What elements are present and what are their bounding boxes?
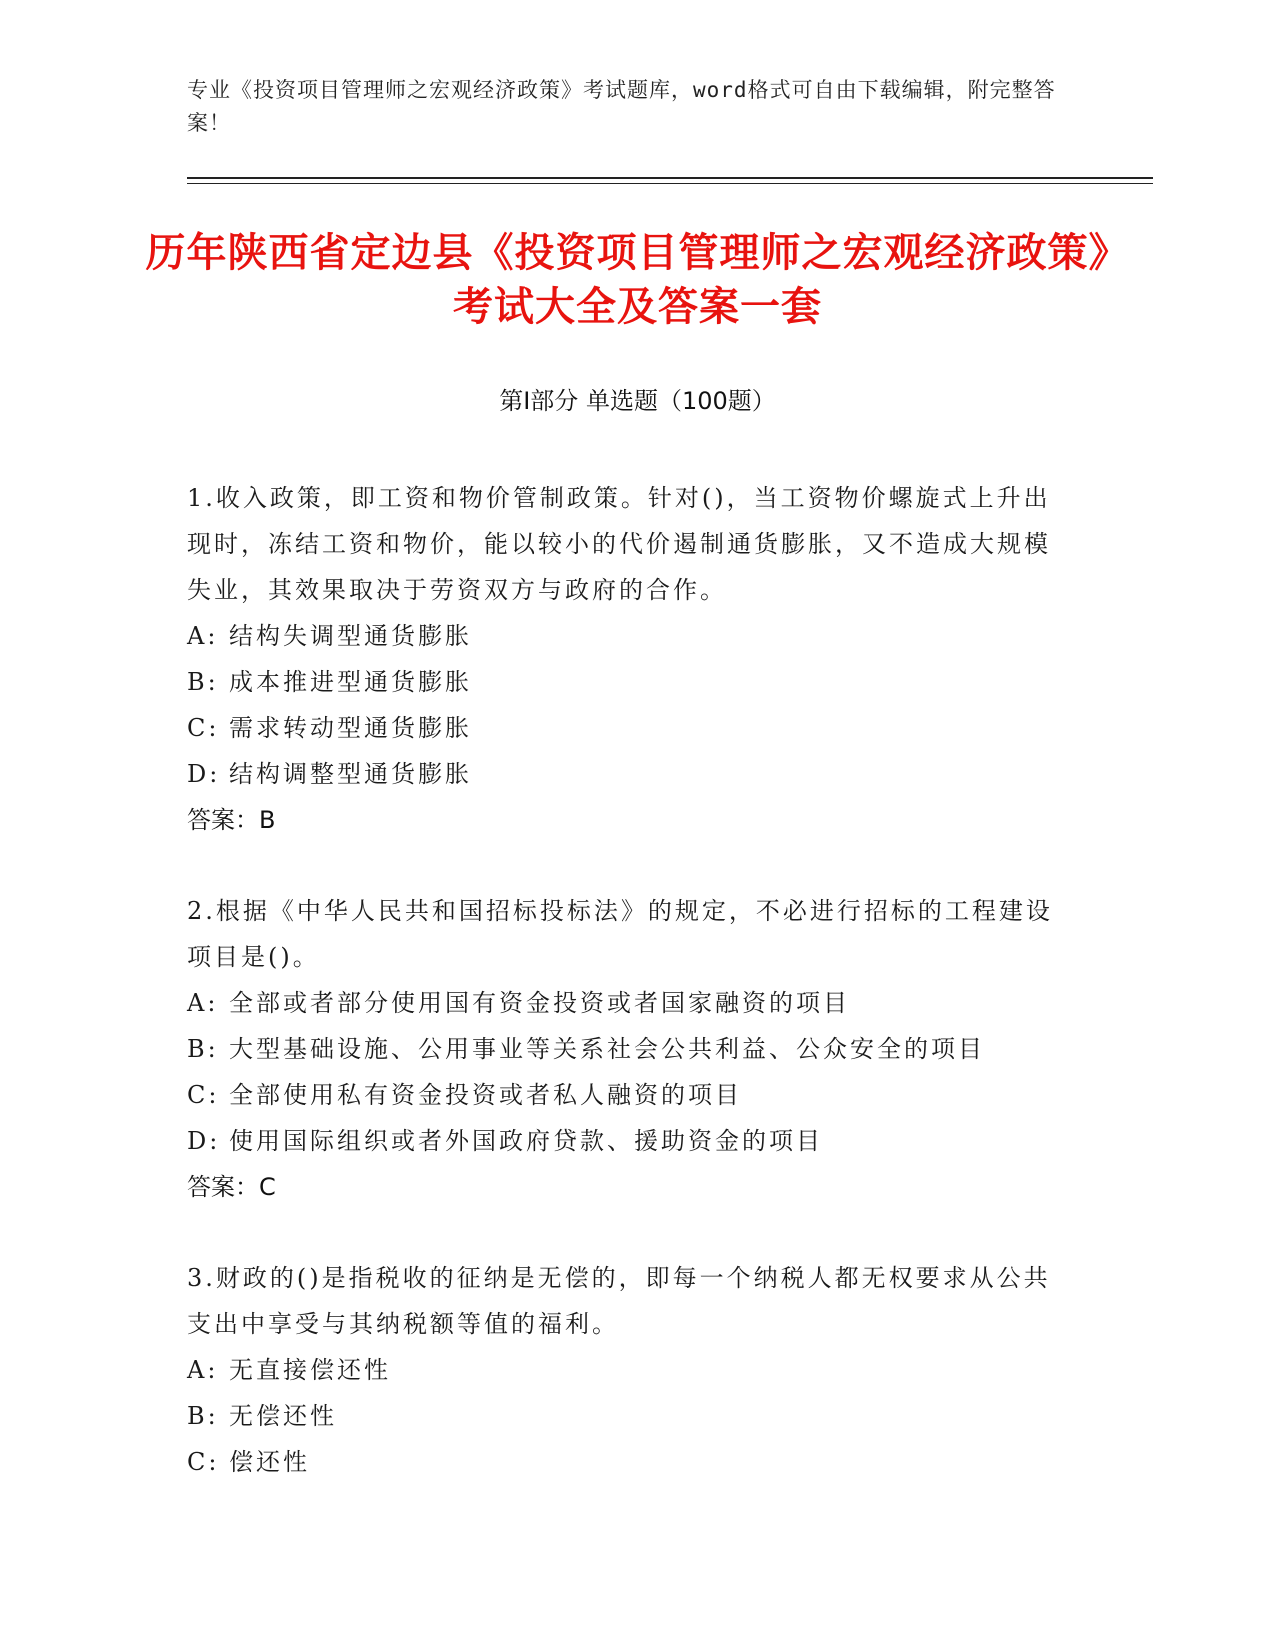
question-3 (187, 1255, 1057, 1485)
option-a (187, 1347, 1057, 1393)
option-c (187, 1072, 1057, 1118)
question-list (187, 475, 1057, 1530)
header-divider-thin (187, 183, 1153, 184)
option-letter: C: (187, 714, 220, 742)
option-letter: D: (187, 1127, 221, 1155)
option-text: 大型基础设施、公用事业等关系社会公共利益、公众安全的项目 (229, 1035, 985, 1063)
option-b (187, 659, 1057, 705)
option-d (187, 751, 1057, 797)
option-text: 全部或者部分使用国有资金投资或者国家融资的项目 (229, 989, 850, 1017)
option-b (187, 1393, 1057, 1439)
answer-line: 答案：C (187, 1173, 276, 1201)
question-stem: 1.收入政策，即工资和物价管制政策。针对()，当工资物价螺旋式上升出现时，冻结工资和物价，能以较小的代价遏制通货膨胀，又不造成大规模失业，其效果取决于劳资双方与政府的合作。 (187, 484, 1051, 604)
option-text: 结构调整型通货膨胀 (229, 760, 472, 788)
option-letter: B: (187, 1402, 219, 1430)
option-letter: A: (187, 1356, 219, 1384)
question-1 (187, 475, 1057, 843)
option-letter: A: (187, 622, 219, 650)
option-a (187, 613, 1057, 659)
header-note: 专业《投资项目管理师之宏观经济政策》考试题库，word格式可自由下载编辑，附完整答案！ (187, 78, 1056, 135)
option-letter: B: (187, 668, 219, 696)
option-letter: C: (187, 1448, 220, 1476)
option-a (187, 980, 1057, 1026)
section-heading: 第Ⅰ部分 单选题（100题） (499, 387, 776, 415)
option-text: 使用国际组织或者外国政府贷款、援助资金的项目 (229, 1127, 823, 1155)
document-title: 历年陕西省定边县《投资项目管理师之宏观经济政策》考试大全及答案一套 (145, 230, 1130, 330)
option-letter: B: (187, 1035, 219, 1063)
option-text: 成本推进型通货膨胀 (229, 668, 472, 696)
option-c (187, 705, 1057, 751)
option-b (187, 1026, 1057, 1072)
option-text: 无偿还性 (229, 1402, 337, 1430)
option-letter: D: (187, 760, 221, 788)
option-letter: A: (187, 989, 219, 1017)
option-c (187, 1439, 1057, 1485)
answer-line: 答案：B (187, 806, 276, 834)
option-text: 无直接偿还性 (229, 1356, 391, 1384)
option-text: 偿还性 (229, 1448, 310, 1476)
header-divider-thick (187, 177, 1153, 179)
option-d (187, 1118, 1057, 1164)
option-text: 需求转动型通货膨胀 (229, 714, 472, 742)
option-text: 结构失调型通货膨胀 (229, 622, 472, 650)
question-stem: 2.根据《中华人民共和国招标投标法》的规定，不必进行招标的工程建设项目是()。 (187, 897, 1053, 971)
question-stem: 3.财政的()是指税收的征纳是无偿的，即每一个纳税人都无权要求从公共支出中享受与其纳税额等值的福利。 (187, 1264, 1051, 1338)
option-letter: C: (187, 1081, 220, 1109)
option-text: 全部使用私有资金投资或者私人融资的项目 (229, 1081, 742, 1109)
question-2 (187, 888, 1057, 1210)
